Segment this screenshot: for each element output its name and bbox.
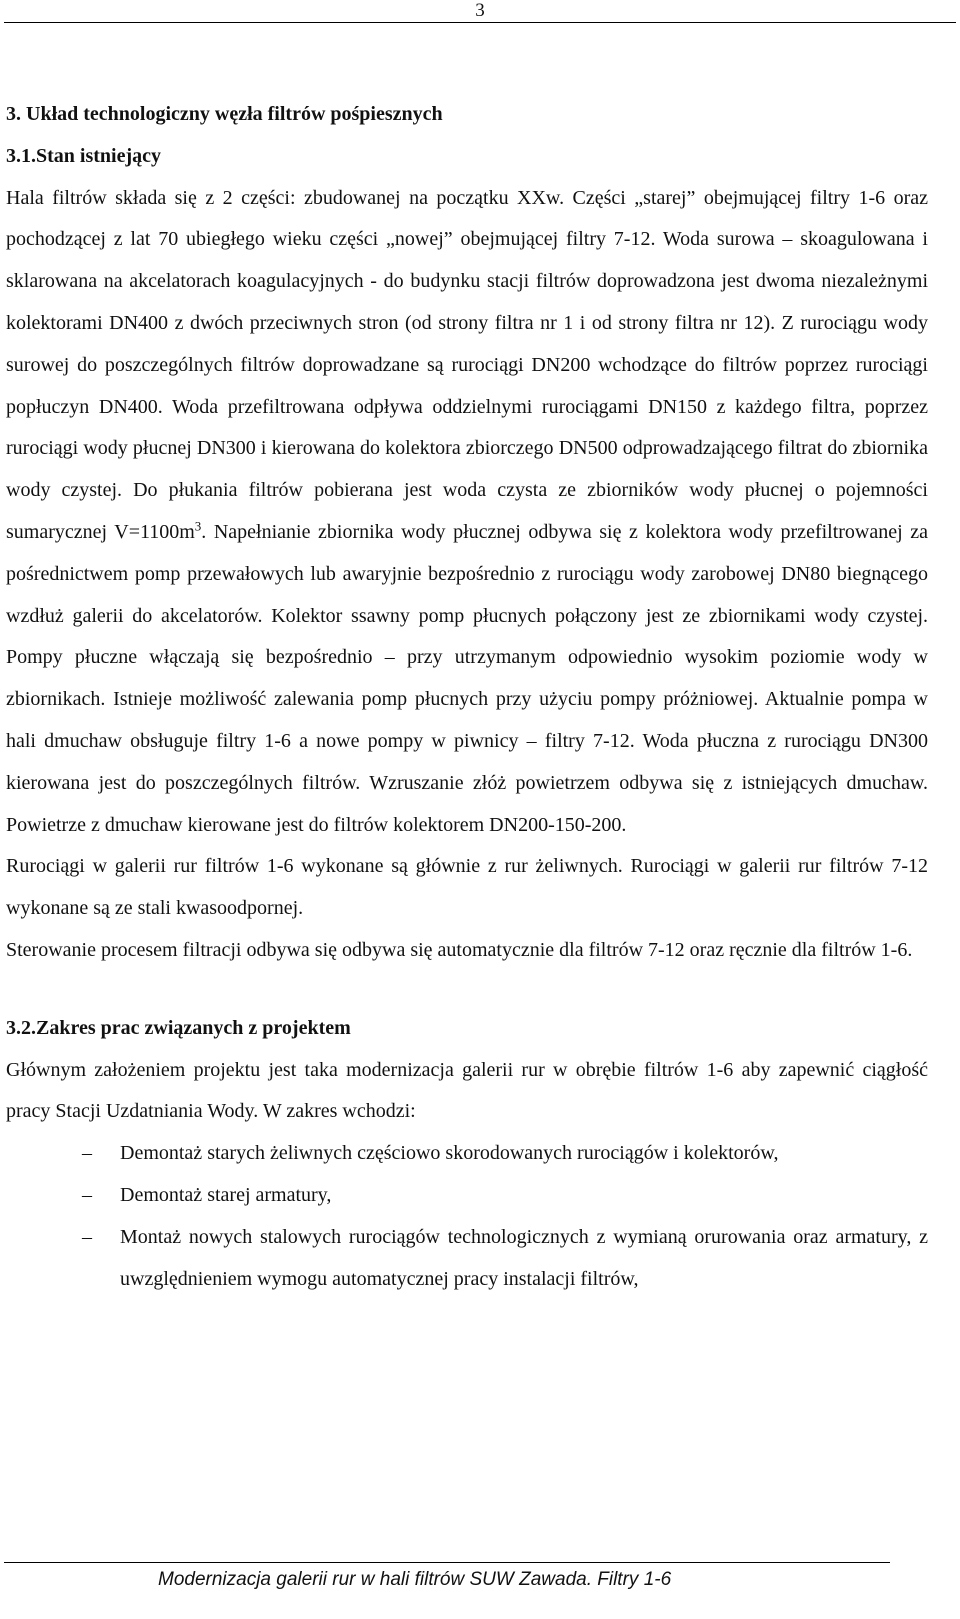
section-3-1-heading: 3.1.Stan istniejący — [6, 144, 161, 167]
header-rule — [4, 22, 956, 23]
section-3-2-paragraph-1: Głównym założeniem projektu jest taka modernizacja galerii rur w obrębie filtrów 1-6 aby zapewnić ciągłość pracy Stacji Uzdatniania Wody. W zakres wchodzi: — [6, 1058, 928, 1123]
superscript: 3 — [194, 518, 202, 534]
section-3-1-paragraph-1 — [6, 178, 928, 847]
section-3-heading: 3. Układ technologiczny węzła filtrów pośpiesznych — [6, 103, 443, 125]
list-dash: – — [82, 1225, 92, 1248]
list-dash: – — [82, 1183, 92, 1206]
list-item — [6, 1133, 928, 1175]
paragraph-text-continued: . Napełnianie zbiornika wody płucznej odbywa się z kolektora wody przefiltrowanej za pośrednictwem pomp przewałowych lub awaryjnie bezpośrednio z rurociągu wody zarobowej DN80 biegnącego wzdłuż galerii do akcelatorów. Kolektor ssawny pomp płucnych połączony jest ze zbiornikami wody czystej. Pompy płuczne włączają się bezpośrednio – przy utrzymanym odpowiednio wysokim poziomie wody w zbiornikach. Istnieje możliwość zalewania pomp płucnych przy użyciu pompy próżniowej. Aktualnie pompa w hali dmuchaw obsługuje filtry 1-6 a nowe pompy w piwnicy – filtry 7-12. Woda płuczna z rurociągu DN300 kierowana jest do poszczególnych filtrów. Wzruszanie złóż powietrzem odbywa się z istniejących dmuchaw. Powietrze z dmuchaw kierowane jest do filtrów kolektorem DN200-150-200. — [6, 520, 928, 836]
section-3-1-paragraph-2: Rurociągi w galerii rur filtrów 1-6 wykonane są głównie z rur żeliwnych. Rurociągi w galerii rur filtrów 7-12 wykonane są ze stali kwasoodpornej. — [6, 855, 928, 920]
list-item — [6, 1175, 928, 1217]
document-body — [6, 94, 928, 1300]
section-3-2-heading: 3.2.Zakres prac związanych z projektem — [6, 1016, 351, 1039]
footer-rule — [4, 1562, 890, 1563]
list-item-text: Montaż nowych stalowych rurociągów technologicznych z wymianą orurowania oraz armatury, z uwzględnieniem wymogu automatycznej pracy instalacji filtrów, — [120, 1225, 928, 1290]
page-footer: Modernizacja galerii rur w hali filtrów SUW Zawada. Filtry 1-6 — [158, 1569, 672, 1590]
list-item — [6, 1217, 928, 1301]
list-item-text: Demontaż starej armatury, — [120, 1183, 332, 1206]
scope-list — [6, 1133, 928, 1300]
list-dash: – — [82, 1142, 92, 1165]
paragraph-text: Hala filtrów składa się z 2 części: zbudowanej na początku XXw. Części „starej” obejmującej filtry 1-6 oraz pochodzącej z lat 70 ubiegłego wieku części „nowej” obejmującej filtry 7-12. Woda surowa – skoagulowana i sklarowana na akcelatorach koagulacyjnych - do budynku stacji filtrów doprowadzona jest dwoma niezależnymi kolektorami DN400 z dwóch przeciwnych stron (od strony filtra nr 1 i od strony filtra nr 12). Z rurociągu wody surowej do poszczególnych filtrów doprowadzane są rurociągi DN200 wchodzące do filtrów poprzez rurociągi popłuczyn DN400. Woda przefiltrowana odpływa oddzielnymi rurociągami DN150 z każdego filtra, poprzez rurociągi wody płucnej DN300 i kierowana do kolektora zbiorczego DN500 odprowadzającego filtrat do zbiornika wody czystej. Do płukania filtrów pobierana jest woda czysta ze zbiorników wody płucnej o pojemności sumarycznej V=1100m — [6, 186, 928, 543]
section-3-1-paragraph-3: Sterowanie procesem filtracji odbywa się odbywa się automatycznie dla filtrów 7-12 oraz ręcznie dla filtrów 1-6. — [6, 938, 913, 961]
page-number: 3 — [475, 0, 485, 21]
list-item-text: Demontaż starych żeliwnych częściowo skorodowanych rurociągów i kolektorów, — [120, 1142, 779, 1165]
